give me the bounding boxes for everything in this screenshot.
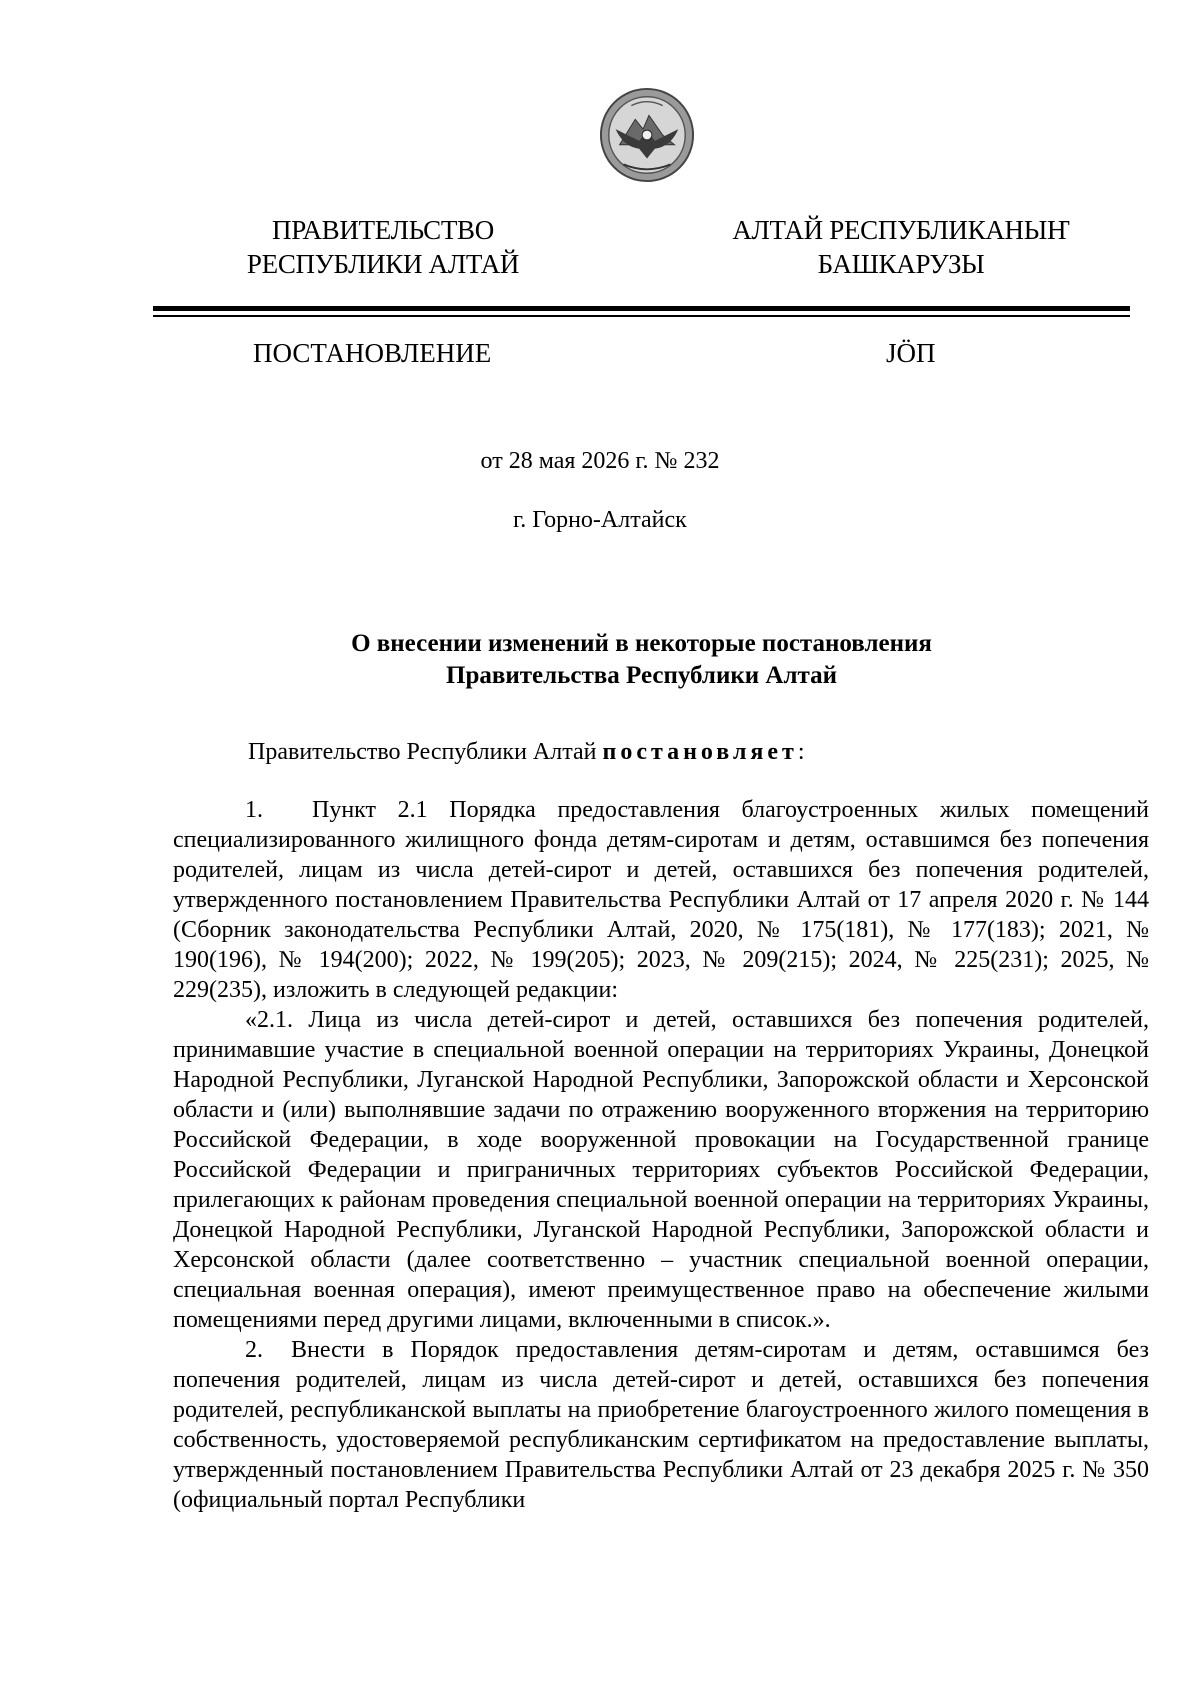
preamble-colon: : (797, 739, 805, 765)
preamble-decides: постановляет (602, 739, 798, 765)
header-divider-thin (153, 315, 1130, 317)
document-title (153, 628, 1130, 692)
document-title-line1: О внесении изменений в некоторые постановления (351, 630, 932, 657)
header-right (716, 213, 1086, 281)
paragraph-2 (173, 1335, 1149, 1515)
header-right-line1: АЛТАЙ РЕСПУБЛИКАНЫҤ (732, 215, 1070, 245)
coat-of-arms-emblem (598, 86, 696, 184)
header-left-line1: ПРАВИТЕЛЬСТВО (272, 215, 494, 245)
document-title-line2: Правительства Республики Алтай (446, 662, 837, 689)
paragraph-1-text: Пункт 2.1 Порядка предоставления благоустроенных жилых помещений специализированного жилищного фонда детям-сиротам и детям, оставшимся без попечения родителей, лицам из числа детей-сирот и детей, оставшихся без попечения родителей, утвержденного постановлением Правительства Республики Алтай от 17 апреля 2020 г. № 144 (Сборник законодательства Республики Алтай, 2020, № 175(181), № 177(183); 2021, № 190(196), № 194(200); 2022, № 199(205); 2023, № 209(215); 2024, № 225(231); 2025, № 229(235), изложить в следующей редакции: (173, 797, 1149, 1003)
preamble (248, 737, 805, 767)
document-date-number: от 28 мая 2026 г. № 232 (480, 448, 720, 474)
header-left (218, 213, 548, 281)
paragraph-1 (173, 795, 1149, 1005)
document-city: г. Горно-Алтайск (513, 507, 687, 533)
paragraph-2-text: Внести в Порядок предоставления детям-сиротам и детям, оставшимся без попечения родителей, лицам из числа детей-сирот и детей, оставшихся без попечения родителей, республиканской выплаты на приобретение благоустроенного жилого помещения в собственность, удостоверяемой республиканским сертификатом на предоставление выплаты, утвержденный постановлением Правительства Республики Алтай от 23 декабря 2025 г. № 350 (официальный портал Республики (173, 1337, 1149, 1513)
header-divider-thick (153, 306, 1130, 311)
doc-type-altai: ЈӦП (886, 338, 936, 368)
header-right-line2: БАШКАРУЗЫ (817, 249, 985, 279)
header-left-line2: РЕСПУБЛИКИ АЛТАЙ (246, 249, 520, 279)
preamble-text: Правительство Республики Алтай (248, 739, 603, 765)
paragraph-1-number: 1. (245, 797, 263, 823)
doc-type-russian: ПОСТАНОВЛЕНИЕ (253, 338, 492, 368)
quoted-amendment: «2.1. Лица из числа детей-сирот и детей, оставшихся без попечения родителей, принимавшие участие в специальной военной операции на территориях Украины, Донецкой Народной Республики, Луганской Народной Республики, Запорожской области и Херсонской области и (или) выполнявшие задачи по отражению вооруженного вторжения на территорию Российской Федерации, в ходе вооруженной провокации на Государственной границе Российской Федерации и приграничных территориях субъектов Российской Федерации, прилегающих к районам проведения специальной военной операции на территориях Украины, Донецкой Народной Республики, Луганской Народной Республики, Запорожской области и Херсонской области (далее соответственно – участник специальной военной операции, специальная военная операция), имеют преимущественное право на обеспечение жилыми помещениями перед другими лицами, включенными в список.». (173, 1007, 1149, 1333)
document-body (173, 795, 1149, 1515)
paragraph-2-number: 2. (245, 1337, 263, 1363)
